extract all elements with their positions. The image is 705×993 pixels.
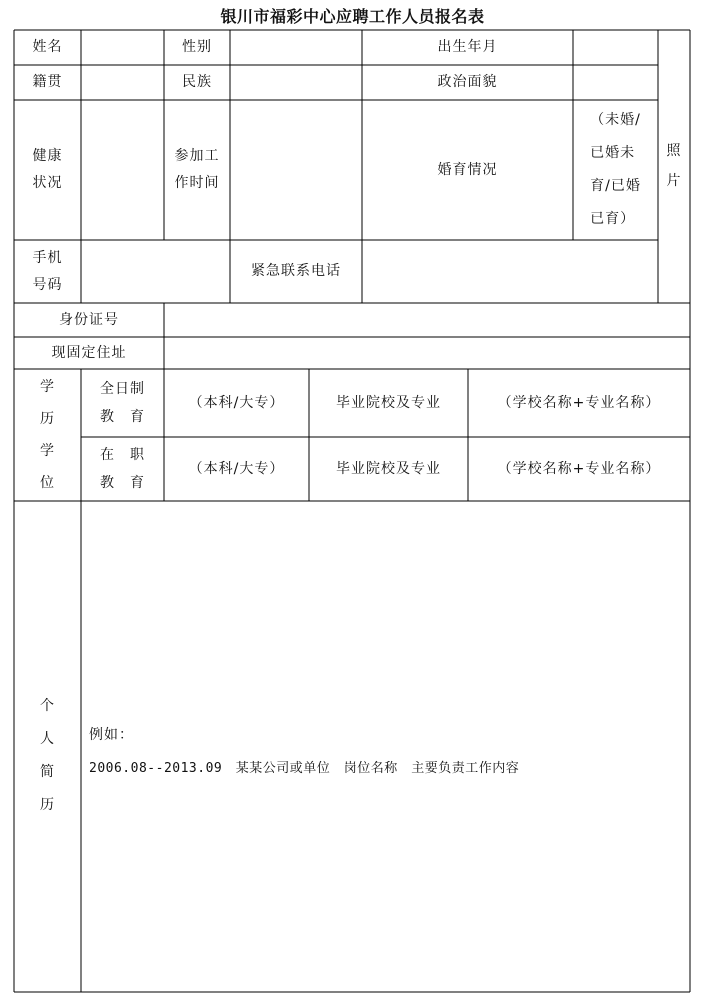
- fulltime-label-line2: 教 育: [100, 409, 145, 425]
- emergency-label: 紧急联系电话: [251, 263, 341, 280]
- fulltime-school-field[interactable]: （学校名称+专业名称）: [497, 394, 661, 411]
- resume-group-label: [14, 690, 81, 830]
- marital-option-line4: 已育）: [590, 210, 636, 227]
- parttime-label: [81, 437, 164, 501]
- mobile-label: [14, 240, 81, 303]
- marital-field[interactable]: [573, 100, 658, 240]
- id-number-field[interactable]: [164, 303, 690, 337]
- education-group-label: [14, 369, 81, 501]
- political-status-field[interactable]: [573, 65, 658, 100]
- parttime-label-line1: 在 职: [100, 447, 145, 463]
- resume-example: [89, 728, 519, 775]
- education-label-3: 学: [40, 443, 55, 459]
- address-field[interactable]: [164, 337, 690, 369]
- resume-label-3: 简: [40, 763, 55, 780]
- resume-example-label: 例如：: [89, 727, 134, 743]
- resume-label-2: 人: [40, 730, 55, 747]
- health-field[interactable]: [81, 100, 164, 240]
- birth-field[interactable]: [573, 30, 658, 65]
- parttime-degree-field[interactable]: （本科/大专）: [188, 460, 285, 477]
- photo-box[interactable]: [658, 30, 690, 303]
- education-label-1: 学: [40, 378, 55, 395]
- marital-label: 婚育情况: [437, 161, 498, 178]
- gender-field[interactable]: [230, 30, 362, 65]
- fulltime-degree-field[interactable]: （本科/大专）: [188, 394, 285, 411]
- fulltime-label: [81, 369, 164, 437]
- resume-label-4: 历: [40, 796, 55, 813]
- ethnicity-label: 民族: [182, 74, 212, 91]
- parttime-label-line2: 教 育: [100, 475, 145, 491]
- work-start-label-line2: 作时间: [174, 175, 220, 191]
- photo-label-1: 照: [666, 143, 682, 160]
- name-field[interactable]: [81, 30, 164, 65]
- photo-label-2: 片: [666, 172, 682, 189]
- gender-label: 性别: [182, 39, 212, 56]
- health-label-line2: 状况: [32, 175, 63, 191]
- id-number-label: 身份证号: [59, 311, 119, 328]
- parttime-school-field[interactable]: （学校名称+专业名称）: [497, 460, 661, 477]
- name-label: 姓名: [32, 39, 63, 56]
- political-status-label: 政治面貌: [437, 74, 498, 91]
- native-place-label: 籍贯: [32, 74, 63, 91]
- ethnicity-field[interactable]: [230, 65, 362, 100]
- address-label: 现固定住址: [51, 344, 127, 361]
- birth-label: 出生年月: [437, 39, 498, 56]
- emergency-field[interactable]: [362, 240, 658, 303]
- form-title: 银川市福彩中心应聘工作人员报名表: [220, 7, 485, 26]
- marital-option-line2: 已婚未: [590, 145, 636, 162]
- fulltime-label-line1: 全日制: [100, 381, 145, 397]
- parttime-school-label: 毕业院校及专业: [336, 460, 441, 477]
- health-label: [14, 100, 81, 240]
- education-label-4: 位: [40, 475, 55, 492]
- marital-option-line1: （未婚/: [590, 112, 641, 129]
- mobile-label-line2: 号码: [32, 276, 63, 293]
- work-start-field[interactable]: [230, 100, 362, 240]
- resume-label-1: 个: [40, 698, 55, 714]
- marital-option-line3: 育/已婚: [590, 178, 641, 194]
- mobile-field[interactable]: [81, 240, 230, 303]
- resume-example-line: 2006.08--2013.09 某某公司或单位 岗位名称 主要负责工作内容: [89, 761, 520, 776]
- work-start-label-line1: 参加工: [174, 148, 220, 165]
- work-start-label: [164, 100, 230, 240]
- fulltime-school-label: 毕业院校及专业: [336, 394, 441, 411]
- education-label-2: 历: [40, 410, 55, 427]
- mobile-label-line1: 手机: [32, 249, 63, 266]
- health-label-line1: 健康: [32, 148, 63, 165]
- native-place-field[interactable]: [81, 65, 164, 100]
